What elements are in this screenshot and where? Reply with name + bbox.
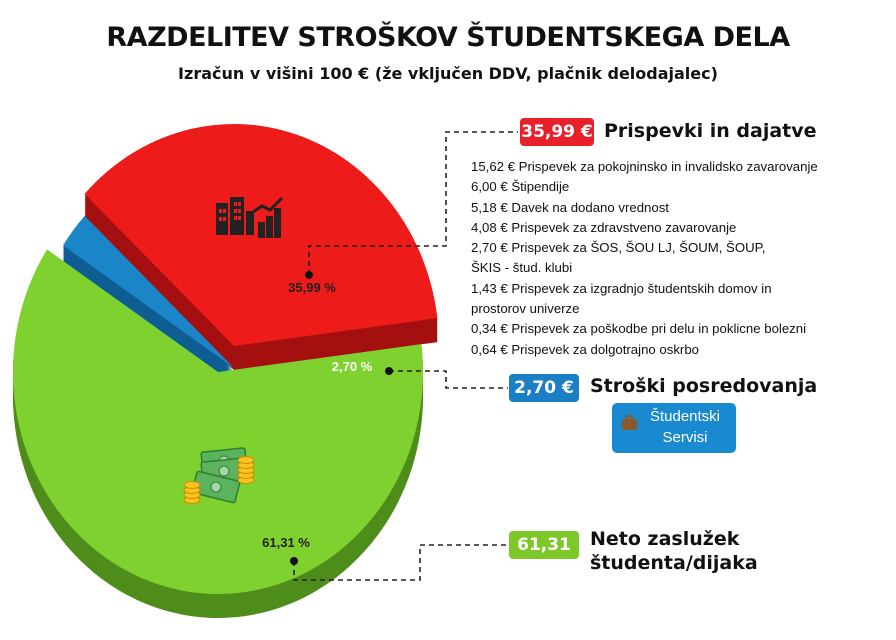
service-line1: Študentski [649,408,721,425]
breakdown-list [471,157,871,360]
building-window [238,202,241,206]
connector-dot [385,367,393,375]
growth-bar [266,216,273,238]
neto-badge: 61,31 € [509,531,579,559]
building-window [223,209,226,213]
prispevki-label: Prispevki in dajatve [604,120,817,142]
building-window [234,216,237,220]
money-bill-seal [219,466,230,477]
building-window [238,209,241,213]
pie-percent-label: 2,70 % [331,359,373,374]
page-title: RAZDELITEV STROŠKOV ŠTUDENTSKEGA DELA [106,22,790,53]
breakdown-item: ŠKIS - štud. klubi [471,260,573,276]
breakdown-item: 0,64 € Prispevek za dolgotrajno oskrbo [471,341,699,357]
connector-dot [305,271,313,279]
breakdown-item: 15,62 € Prispevek za pokojninsko in invalidsko zavarovanje [471,159,818,174]
breakdown-item: 6,00 € Štipendije [471,179,570,195]
neto-label-line1: Neto zaslužek [590,528,740,550]
breakdown-item: 5,18 € Davek na dodano vrednost [471,199,669,215]
coin-icon [184,482,200,489]
building-window [234,209,237,213]
growth-bar [274,208,281,238]
breakdown-item: 0,34 € Prispevek za poškodbe pri delu in poklicne bolezni [471,321,807,337]
briefcase-icon [622,419,637,430]
breakdown-item: 2,70 € Prispevek za ŠOS, ŠOU LJ, ŠOUM, ŠOUP, [471,240,766,256]
posredovanje-badge: 2,70 € [509,374,579,402]
breakdown-item: 1,43 € Prispevek za izgradnjo študentskih domov in [471,280,772,296]
coin-icon [238,457,254,464]
breakdown-item: prostorov univerze [471,301,580,317]
posredovanje-label: Stroški posredovanja [590,375,818,397]
breakdown-item: 4,08 € Prispevek za zdravstveno zavarovanje [471,219,737,235]
growth-bar [258,222,265,238]
pie-percent-label: 35,99 % [288,280,336,295]
building-icon-block [246,211,254,235]
building-window [238,216,241,220]
neto-label [590,527,758,575]
pie-percent-label: 61,31 % [262,535,310,550]
prispevki-badge: 35,99 € [520,118,594,146]
neto-label-line2: študenta/dijaka [590,552,758,574]
building-window [223,217,226,221]
studentski-servisi-button[interactable] [612,403,736,453]
building-window [219,209,222,213]
building-window [234,202,237,206]
building-window [219,217,222,221]
page-subtitle: Izračun v višini 100 € (že vključen DDV, plačnik delodajalec) [178,64,718,83]
connector-dot [290,557,298,565]
service-line2: Servisi [662,429,708,446]
